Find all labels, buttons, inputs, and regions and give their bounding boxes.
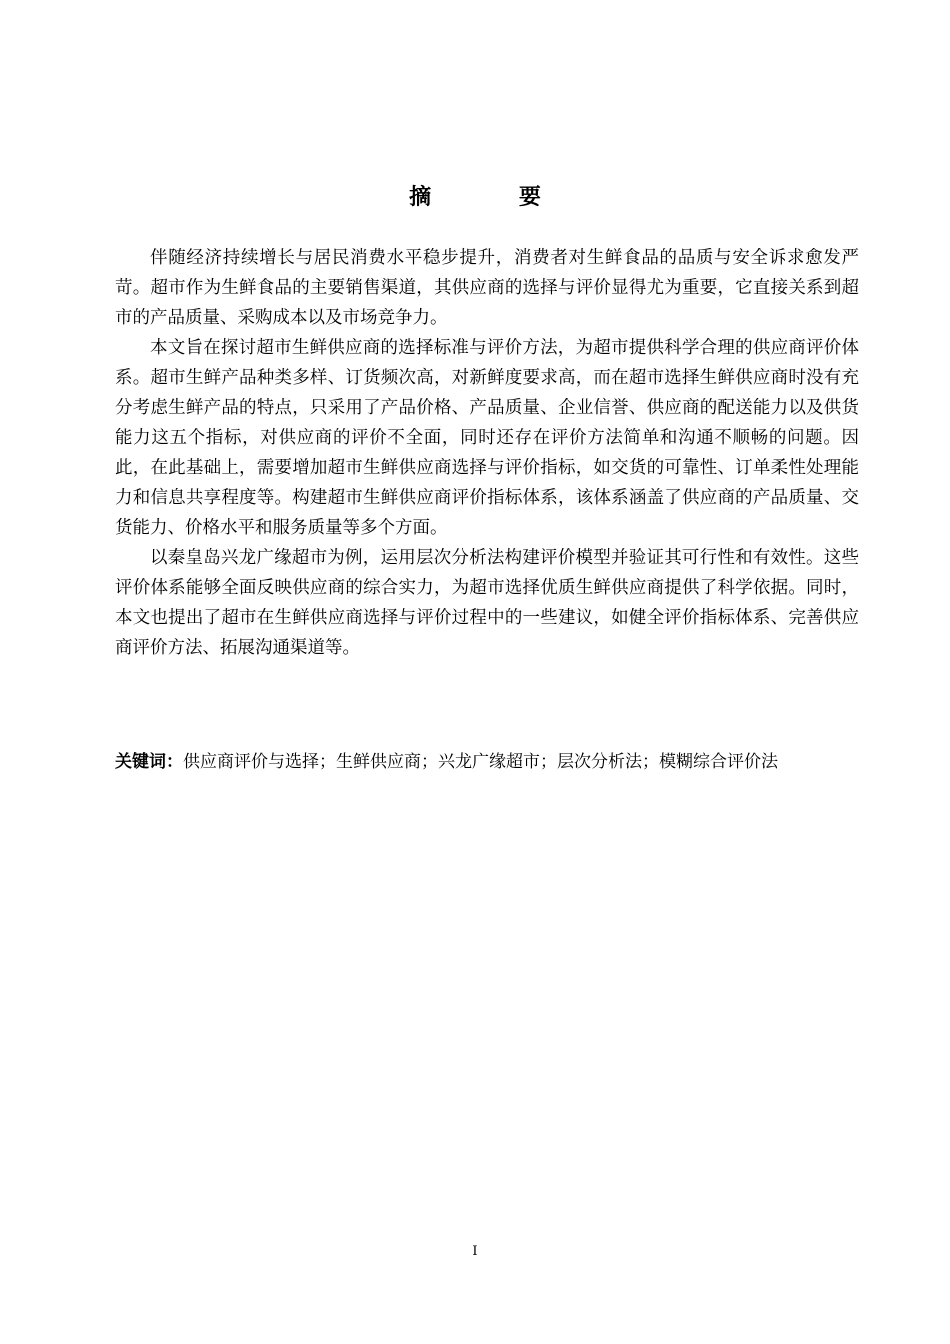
abstract-paragraph: 以秦皇岛兴龙广缘超市为例，运用层次分析法构建评价模型并验证其可行性和有效性。这些评价体系能够全面反映供应商的综合实力，为超市选择优质生鲜供应商提供了科学依据。同时，本文也提出了超市在生鲜供应商选择与评价过程中的一些建议，如健全评价指标体系、完善供应商评价方法、拓展沟通渠道等。 bbox=[115, 548, 859, 658]
page-title: 摘 要 bbox=[409, 185, 581, 210]
abstract-paragraph: 伴随经济持续增长与居民消费水平稳步提升，消费者对生鲜食品的品质与安全诉求愈发严苛。超市作为生鲜食品的主要销售渠道，其供应商的选择与评价显得尤为重要，它直接关系到超市的产品质量、采购成本以及市场竞争力。 bbox=[115, 248, 859, 328]
abstract-paragraph: 本文旨在探讨超市生鲜供应商的选择标准与评价方法，为超市提供科学合理的供应商评价体系。超市生鲜产品种类多样、订货频次高，对新鲜度要求高，而在超市选择生鲜供应商时没有充分考虑生鲜产品的特点，只采用了产品价格、产品质量、企业信誉、供应商的配送能力以及供货能力这五个指标，对供应商的评价不全面，同时还存在评价方法简单和沟通不顺畅的问题。因此，在此基础上，需要增加超市生鲜供应商选择与评价指标，如交货的可靠性、订单柔性处理能力和信息共享程度等。构建超市生鲜供应商评价指标体系，该体系涵盖了供应商的产品质量、交货能力、价格水平和服务质量等多个方面。 bbox=[115, 338, 859, 538]
page-number: I bbox=[472, 1244, 478, 1259]
abstract-body bbox=[115, 243, 859, 663]
keywords-label: 关键词： bbox=[115, 752, 183, 772]
keywords-section bbox=[115, 751, 845, 773]
keywords-text: 供应商评价与选择；生鲜供应商；兴龙广缘超市；层次分析法；模糊综合评价法 bbox=[183, 752, 778, 772]
